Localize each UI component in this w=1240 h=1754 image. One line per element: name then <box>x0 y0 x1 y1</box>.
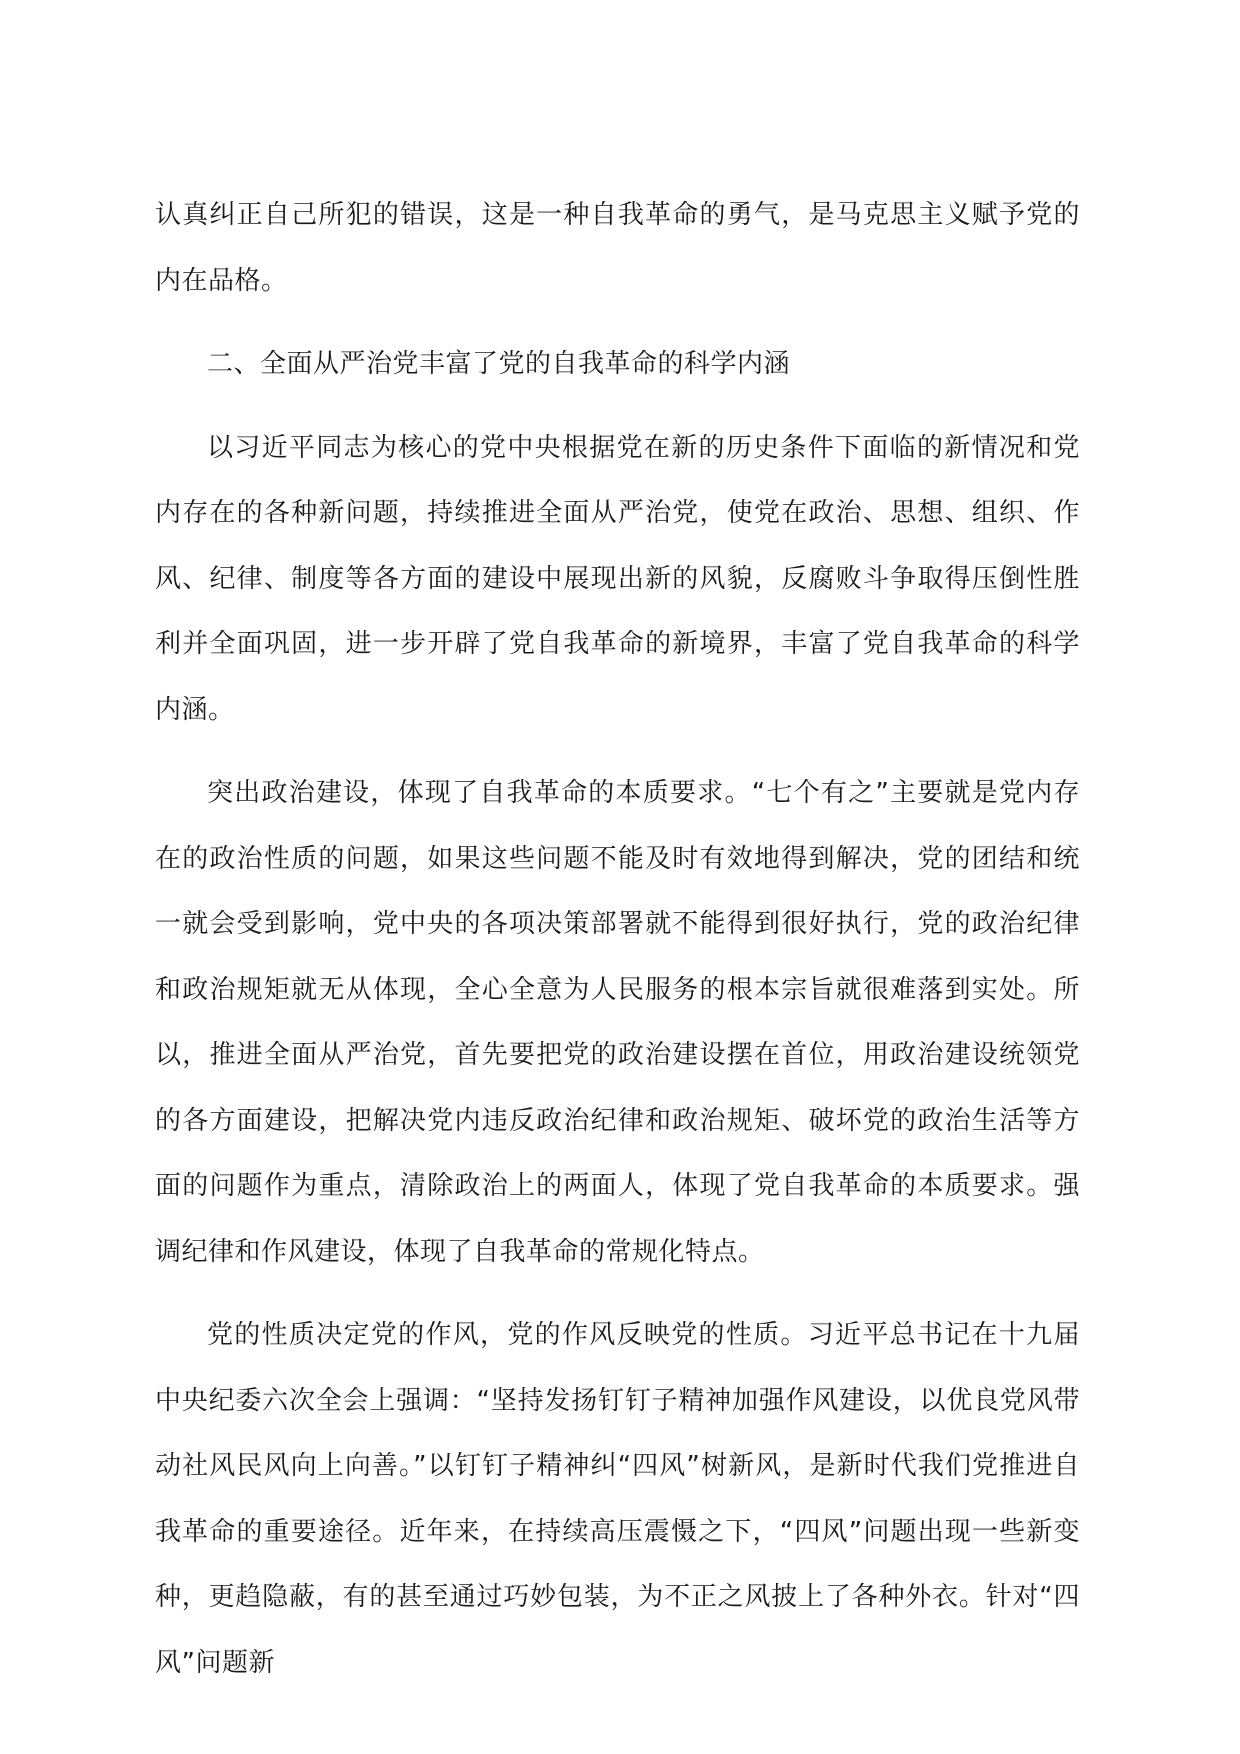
paragraph: 党的性质决定党的作风，党的作风反映党的性质。习近平总书记在十九届中央纪委六次全会上强调：“坚持发扬钉钉子精神加强作风建设，以优良党风带动社风民风向上向善。”以钉钉子精神纠“四风”树新风，是新时代我们党推进自我革命的重要途径。近年来，在持续高压震慑之下，“四风”问题出现一些新变种，更趋隐蔽，有的甚至通过巧妙包装，为不正之风披上了各种外衣。针对“四风”问题新 <box>155 1320 1080 1678</box>
paragraph-continuation: 认真纠正自己所犯的错误，这是一种自我革命的勇气，是马克思主义赋予党的内在品格。 <box>155 200 1080 296</box>
section-heading: 二、全面从严治党丰富了党的自我革命的科学内涵 <box>207 349 791 379</box>
document-body <box>155 183 1080 1696</box>
paragraph: 以习近平同志为核心的党中央根据党在新的历史条件下面临的新情况和党内存在的各种新问题，持续推进全面从严治党，使党在政治、思想、组织、作风、纪律、制度等各方面的建设中展现出新的风貌，反腐败斗争取得压倒性胜利并全面巩固，进一步开辟了党自我革命的新境界，丰富了党自我革命的科学内涵。 <box>155 432 1080 725</box>
paragraph: 突出政治建设，体现了自我革命的本质要求。“七个有之”主要就是党内存在的政治性质的问题，如果这些问题不能及时有效地得到解决，党的团结和统一就会受到影响，党中央的各项决策部署就不能得到很好执行，党的政治纪律和政治规矩就无从体现，全心全意为人民服务的根本宗旨就很难落到实处。所以，推进全面从严治党，首先要把党的政治建设摆在首位，用政治建设统领党的各方面建设，把解决党内违反政治纪律和政治规矩、破坏党的政治生活等方面的问题作为重点，清除政治上的两面人，体现了党自我革命的本质要求。强调纪律和作风建设，体现了自我革命的常规化特点。 <box>155 778 1080 1267</box>
